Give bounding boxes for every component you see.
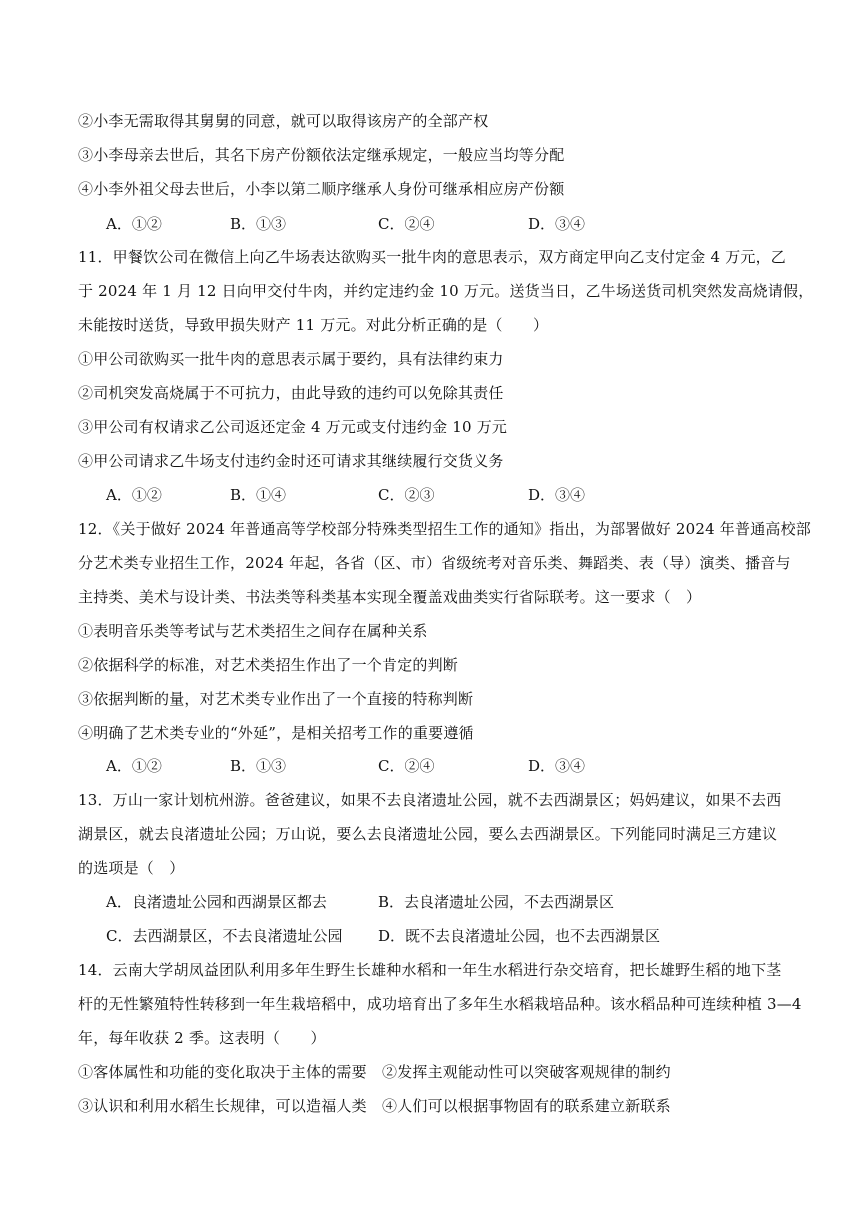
- q11-stem-line-2: 于 2024 年 1 月 12 日向甲交付牛肉，并约定违约金 10 万元。送货当日，乙牛场送货司机突然发高烧请假，: [78, 282, 814, 300]
- q12-option-b: B．①③: [230, 757, 287, 775]
- q13-option-d: D．既不去良渚遗址公园，也不去西湖景区: [378, 927, 661, 945]
- q11-stem-line-3: 未能按时送货，导致甲损失财产 11 万元。对此分析正确的是（ ）: [78, 316, 549, 334]
- q12-option-c: C．②④: [378, 757, 435, 775]
- q14-items-row-1: ①客体属性和功能的变化取决于主体的需要 ②发挥主观能动性可以突破客观规律的制约: [78, 1063, 671, 1081]
- q13-option-b: B．去良渚遗址公园，不去西湖景区: [378, 893, 615, 911]
- q12-stem-line-1: 12．《关于做好 2024 年普通高等学校部分特殊类型招生工作的通知》指出，为部署做好 2024 年普通高校部: [78, 520, 812, 538]
- q13-stem-line-2: 湖景区，就去良渚遗址公园；万山说，要么去良渚遗址公园，要么去西湖景区。下列能同时满足三方建议: [78, 825, 778, 843]
- q10-item-4: ④小李外祖父母去世后，小李以第二顺序继承人身份可继承相应房产份额: [78, 180, 565, 198]
- q11-item-4: ④甲公司请求乙牛场支付违约金时还可请求其继续履行交货义务: [78, 452, 504, 470]
- q10-option-c: C．②④: [378, 215, 435, 233]
- q11-option-d: D．③④: [528, 486, 586, 504]
- q10-item-2: ②小李无需取得其舅舅的同意，就可以取得该房产的全部产权: [78, 112, 489, 130]
- q14-stem-line-2: 杆的无性繁殖特性转移到一年生栽培稻中，成功培育出了多年生水稻栽培品种。该水稻品种可连续种植 3—4: [78, 995, 802, 1013]
- q11-item-2: ②司机突发高烧属于不可抗力，由此导致的违约可以免除其责任: [78, 384, 504, 402]
- q12-item-4: ④明确了艺术类专业的“外延”，是相关招考工作的重要遵循: [78, 724, 474, 742]
- q12-stem-line-2: 分艺术类专业招生工作，2024 年起，各省（区、市）省级统考对音乐类、舞蹈类、表（导）演类、播音与: [78, 554, 791, 572]
- q11-stem-line-1: 11．甲餐饮公司在微信上向乙牛场表达欲购买一批牛肉的意思表示，双方商定甲向乙支付定金 4 万元，乙: [78, 248, 786, 266]
- q14-items-row-2: ③认识和利用水稻生长规律，可以造福人类 ④人们可以根据事物固有的联系建立新联系: [78, 1097, 671, 1115]
- q13-option-c: C．去西湖景区，不去良渚遗址公园: [106, 927, 343, 945]
- q10-option-d: D．③④: [528, 215, 586, 233]
- q11-option-c: C．②③: [378, 486, 435, 504]
- q14-stem-line-1: 14．云南大学胡凤益团队利用多年生野生长雄种水稻和一年生水稻进行杂交培育，把长雄野生稻的地下茎: [78, 961, 782, 979]
- q12-option-d: D．③④: [528, 757, 586, 775]
- q12-item-3: ③依据判断的量，对艺术类专业作出了一个直接的特称判断: [78, 690, 474, 708]
- q12-stem-line-3: 主持类、美术与设计类、书法类等科类基本实现全覆盖戏曲类实行省际联考。这一要求（ ）: [78, 588, 702, 606]
- q12-item-2: ②依据科学的标准，对艺术类招生作出了一个肯定的判断: [78, 656, 459, 674]
- q13-option-a: A．良渚遗址公园和西湖景区都去: [106, 893, 327, 911]
- q14-stem-line-3: 年，每年收获 2 季。这表明（ ）: [78, 1029, 326, 1047]
- q10-option-a: A．①②: [106, 215, 162, 233]
- q12-option-a: A．①②: [106, 757, 162, 775]
- q12-item-1: ①表明音乐类等考试与艺术类招生之间存在属种关系: [78, 622, 428, 640]
- q11-item-1: ①甲公司欲购买一批牛肉的意思表示属于要约，具有法律约束力: [78, 350, 504, 368]
- q11-option-a: A．①②: [106, 486, 162, 504]
- q13-stem-line-3: 的选项是（ ）: [78, 859, 185, 877]
- q11-option-b: B．①④: [230, 486, 287, 504]
- q11-item-3: ③甲公司有权请求乙公司返还定金 4 万元或支付违约金 10 万元: [78, 418, 508, 436]
- q10-option-b: B．①③: [230, 215, 287, 233]
- q13-stem-line-1: 13．万山一家计划杭州游。爸爸建议，如果不去良渚遗址公园，就不去西湖景区；妈妈建议，如果不去西: [78, 791, 782, 809]
- q10-item-3: ③小李母亲去世后，其名下房产份额依法定继承规定，一般应当均等分配: [78, 146, 565, 164]
